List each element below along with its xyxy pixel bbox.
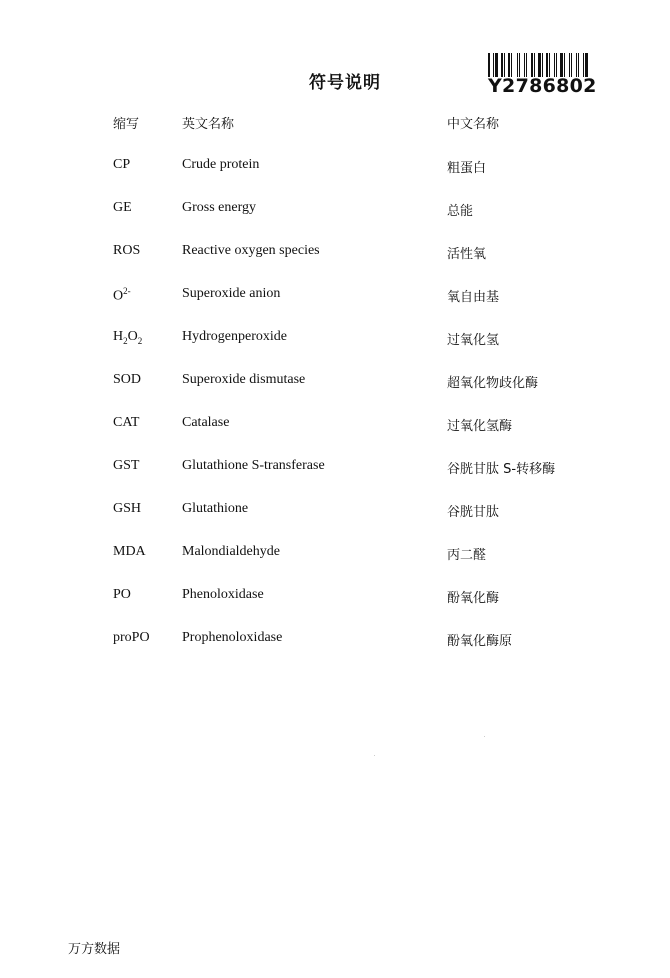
row-english: Glutathione S-transferase [182, 458, 325, 473]
row-chinese: 超氧化物歧化酶 [447, 376, 539, 391]
row-chinese: 过氧化氢 [447, 333, 500, 348]
row-english: Superoxide dismutase [182, 372, 306, 387]
row-english: Malondialdehyde [182, 544, 280, 559]
row-abbr: CP [113, 157, 131, 172]
scan-speck [484, 736, 485, 737]
table-row [0, 329, 670, 349]
row-chinese: 氧自由基 [447, 290, 500, 305]
scan-speck [374, 755, 375, 756]
table-row [0, 587, 670, 607]
table-row [0, 243, 670, 263]
row-abbr: GSH [113, 501, 142, 516]
row-chinese: 粗蛋白 [447, 161, 487, 176]
row-abbr: GST [113, 458, 140, 473]
abbr-o: O [127, 329, 138, 344]
row-chinese: 总能 [447, 204, 474, 219]
table-row [0, 415, 670, 435]
table-header [0, 113, 670, 133]
row-abbr: ROS [113, 243, 141, 258]
table-row [0, 501, 670, 521]
table-row [0, 458, 670, 478]
header-abbr: 缩写 [113, 117, 140, 132]
row-abbr [113, 329, 142, 346]
row-abbr: proPO [113, 630, 150, 645]
row-english: Glutathione [182, 501, 249, 516]
row-english: Reactive oxygen species [182, 243, 320, 258]
abbr-subscript-2: 2 [137, 335, 143, 346]
row-english: Prophenoloxidase [182, 630, 283, 645]
row-abbr: MDA [113, 544, 146, 559]
abbr-base: O [113, 288, 124, 304]
row-english: Gross energy [182, 200, 257, 215]
row-abbr: CAT [113, 415, 140, 430]
row-chinese: 谷胱甘肽 [447, 505, 500, 520]
table-row [0, 157, 670, 177]
row-english: Superoxide anion [182, 286, 281, 301]
row-chinese: 谷胱甘肽 S-转移酶 [447, 462, 556, 477]
row-chinese: 酚氧化酶 [447, 591, 500, 606]
row-chinese: 丙二醛 [447, 548, 487, 563]
row-english: Crude protein [182, 157, 260, 172]
row-abbr [113, 286, 131, 305]
abbr-subscript-1: 2 [123, 335, 128, 346]
table-row [0, 630, 670, 650]
row-english: Catalase [182, 415, 230, 430]
footer-logo: 万方数据 [68, 942, 121, 957]
header-english: 英文名称 [182, 117, 235, 132]
row-chinese: 酚氧化酶原 [447, 634, 513, 649]
barcode-icon [488, 53, 600, 77]
row-english: Hydrogenperoxide [182, 329, 287, 344]
table-row [0, 372, 670, 392]
barcode-number: Y2786802 [488, 75, 597, 97]
table-row [0, 544, 670, 564]
barcode-block [488, 53, 600, 96]
row-abbr: SOD [113, 372, 142, 387]
row-english: Phenoloxidase [182, 587, 264, 602]
abbr-superscript: 2- [123, 286, 131, 296]
row-chinese: 活性氧 [447, 247, 487, 262]
page-title: 符号说明 [309, 73, 381, 93]
abbr-h: H [113, 329, 124, 344]
row-abbr: PO [113, 587, 131, 602]
header-chinese: 中文名称 [447, 117, 500, 132]
table-row [0, 286, 670, 306]
row-abbr: GE [113, 200, 132, 215]
table-row [0, 200, 670, 220]
row-chinese: 过氧化氢酶 [447, 419, 513, 434]
